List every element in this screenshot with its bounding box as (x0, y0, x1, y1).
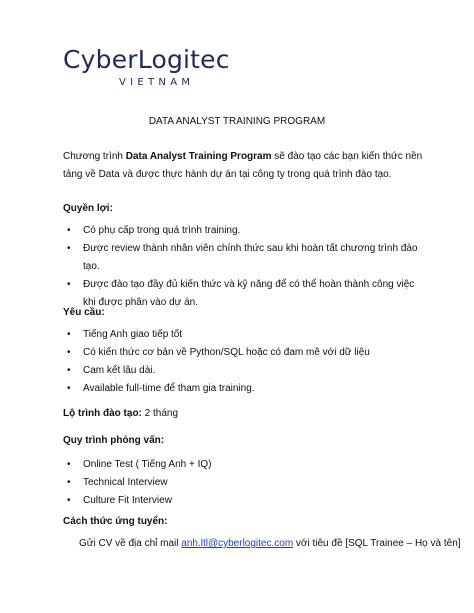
list-item: • Tiếng Anh giao tiếp tốt (63, 326, 423, 344)
list-item: • Cam kết lâu dài. (63, 362, 423, 380)
bullet-icon: • (67, 383, 71, 394)
intro-paragraph (63, 148, 423, 184)
apply-heading: Cách thức ứng tuyển: (63, 516, 168, 527)
bullet-icon: • (67, 225, 71, 236)
list-item: • Available full-time để tham gia training. (63, 380, 423, 398)
requirements-list (63, 326, 423, 398)
apply-line (79, 538, 461, 549)
duration-value: 2 tháng (141, 408, 179, 419)
requirements-heading: Yêu cầu: (63, 307, 105, 318)
duration-label: Lộ trình đào tạo: (63, 408, 142, 419)
list-item: • Culture Fit Interview (63, 492, 423, 510)
bullet-icon: • (67, 243, 71, 254)
logo-subtitle: VIETNAM (119, 77, 195, 88)
list-item: • Online Test ( Tiếng Anh + IQ) (63, 456, 423, 474)
benefits-list (63, 222, 423, 312)
bullet-icon: • (67, 329, 71, 340)
list-item: • Được đào tạo đầy đủ kiến thức và kỹ năng để có thể hoàn thành công việc khi được phân vào dự án. (63, 276, 423, 312)
email-link[interactable]: anh.ltl@cyberlogitec.com (181, 538, 294, 549)
bullet-icon: • (67, 477, 71, 488)
bullet-icon: • (67, 279, 71, 290)
interview-heading: Quy trình phỏng vấn: (63, 435, 165, 446)
logo-wordmark: CyberLogitec (63, 45, 230, 74)
intro-prefix: Chương trình (63, 151, 126, 162)
bullet-icon: • (67, 495, 71, 506)
document-title: DATA ANALYST TRAINING PROGRAM (148, 116, 326, 127)
interview-list (63, 456, 423, 510)
benefits-heading: Quyền lợi: (63, 203, 113, 214)
intro-program-name: Data Analyst Training Program (125, 151, 272, 162)
list-item: • Có phụ cấp trong quá trình training. (63, 222, 423, 240)
bullet-icon: • (67, 365, 71, 376)
list-item: • Được review thành nhân viên chính thức sau khi hoàn tất chương trình đào tạo. (63, 240, 423, 276)
list-item: • Technical Interview (63, 474, 423, 492)
duration-line (63, 405, 423, 423)
bullet-icon: • (67, 347, 71, 358)
company-logo (63, 45, 263, 88)
apply-suffix: với tiêu đề [SQL Trainee – Họ và tên] (293, 538, 461, 549)
bullet-icon: • (67, 459, 71, 470)
apply-prefix: Gửi CV về địa chỉ mail (79, 538, 182, 549)
intro-suffix: sẽ đào tạo các bạn kiến thức nền tảng về Data và được thực hành dự án tại công ty trong quá trình đào tạo. (63, 151, 423, 180)
list-item: • Có kiến thức cơ bản về Python/SQL hoặc có đam mê với dữ liệu (63, 344, 423, 362)
